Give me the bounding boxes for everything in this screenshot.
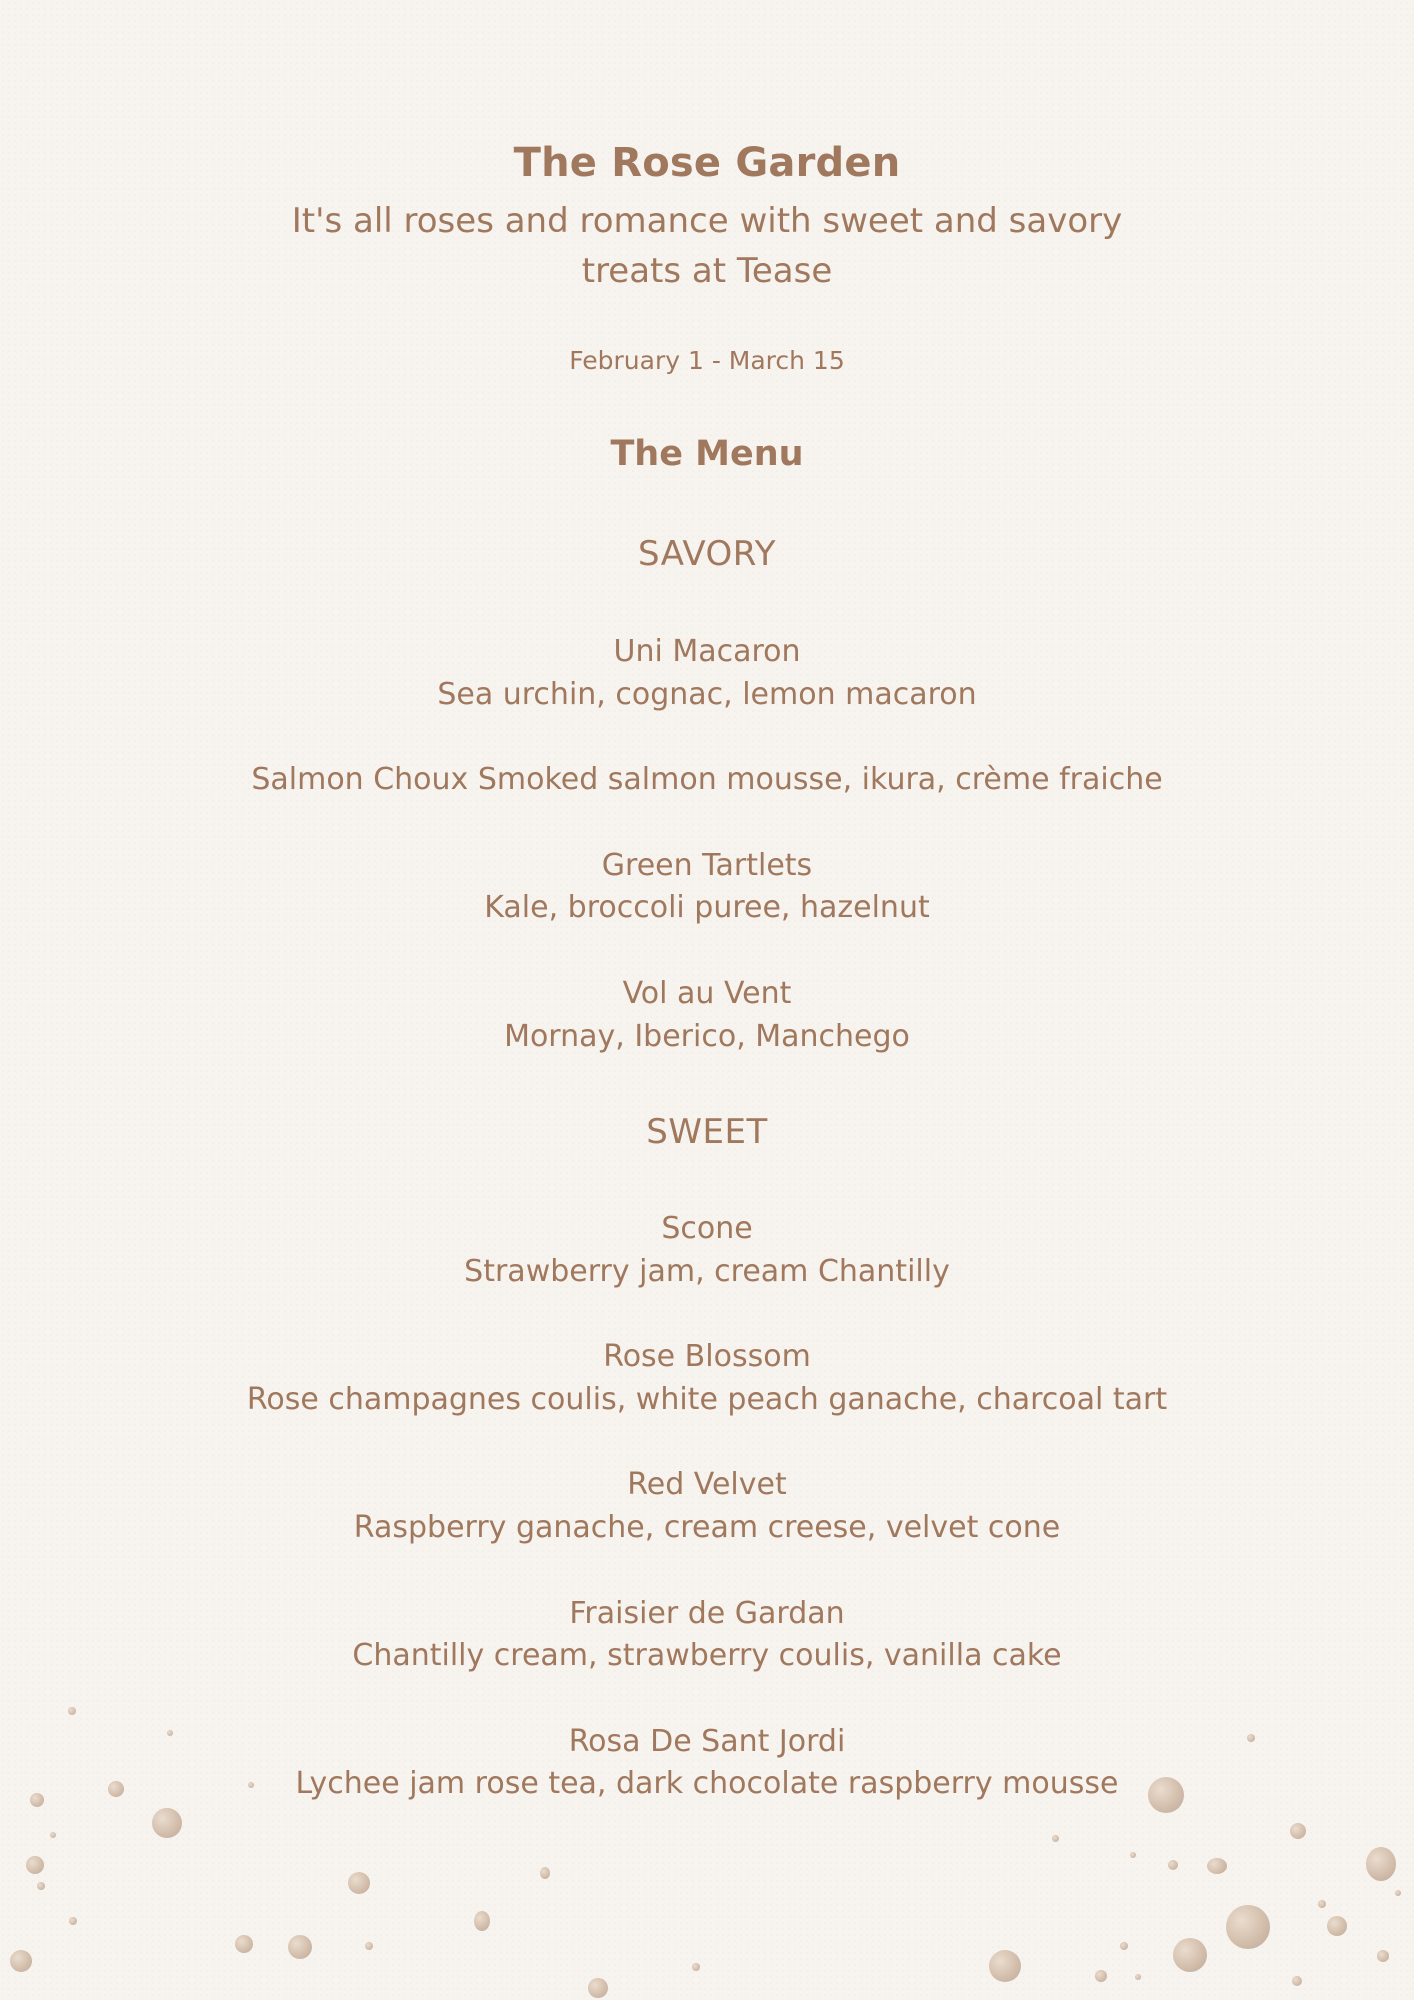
date-range: February 1 - March 15: [569, 346, 845, 375]
page-subtitle: [0, 196, 1414, 296]
menu-item-name: Uni Macaron: [613, 634, 801, 669]
menu-item-description: Raspberry ganache, cream creese, velvet cone: [353, 1510, 1061, 1545]
page-title: The Rose Garden: [513, 140, 901, 186]
menu-item-name: Red Velvet: [627, 1467, 787, 1502]
section-label-savory: SAVORY: [638, 534, 776, 574]
menu-item-name: Green Tartlets: [601, 848, 813, 883]
menu-item-name: Vol au Vent: [622, 976, 792, 1011]
menu-item-description: Mornay, Iberico, Manchego: [504, 1019, 910, 1054]
menu-item-description: Strawberry jam, cream Chantilly: [464, 1254, 950, 1289]
menu-item-name: Rose Blossom: [603, 1339, 811, 1374]
section-label-sweet: SWEET: [646, 1112, 768, 1152]
menu-item-description: Lychee jam rose tea, dark chocolate raspberry mousse: [295, 1766, 1119, 1801]
menu-heading: The Menu: [610, 434, 804, 474]
menu-item-name: Rosa De Sant Jordi: [568, 1724, 846, 1759]
menu-item-description: Sea urchin, cognac, lemon macaron: [437, 677, 977, 712]
subtitle-line-1: It's all roses and romance with sweet and savory: [291, 201, 1123, 241]
menu-item-description: Chantilly cream, strawberry coulis, vanilla cake: [352, 1638, 1062, 1673]
menu-item-description: Rose champagnes coulis, white peach ganache, charcoal tart: [246, 1382, 1168, 1417]
menu-item-description: Kale, broccoli puree, hazelnut: [484, 890, 930, 925]
subtitle-line-2: treats at Tease: [581, 251, 833, 291]
menu-item-name: Scone: [661, 1211, 753, 1246]
menu-item-inline: Salmon Choux Smoked salmon mousse, ikura, crème fraiche: [251, 762, 1163, 797]
menu-item-name: Fraisier de Gardan: [569, 1596, 845, 1631]
